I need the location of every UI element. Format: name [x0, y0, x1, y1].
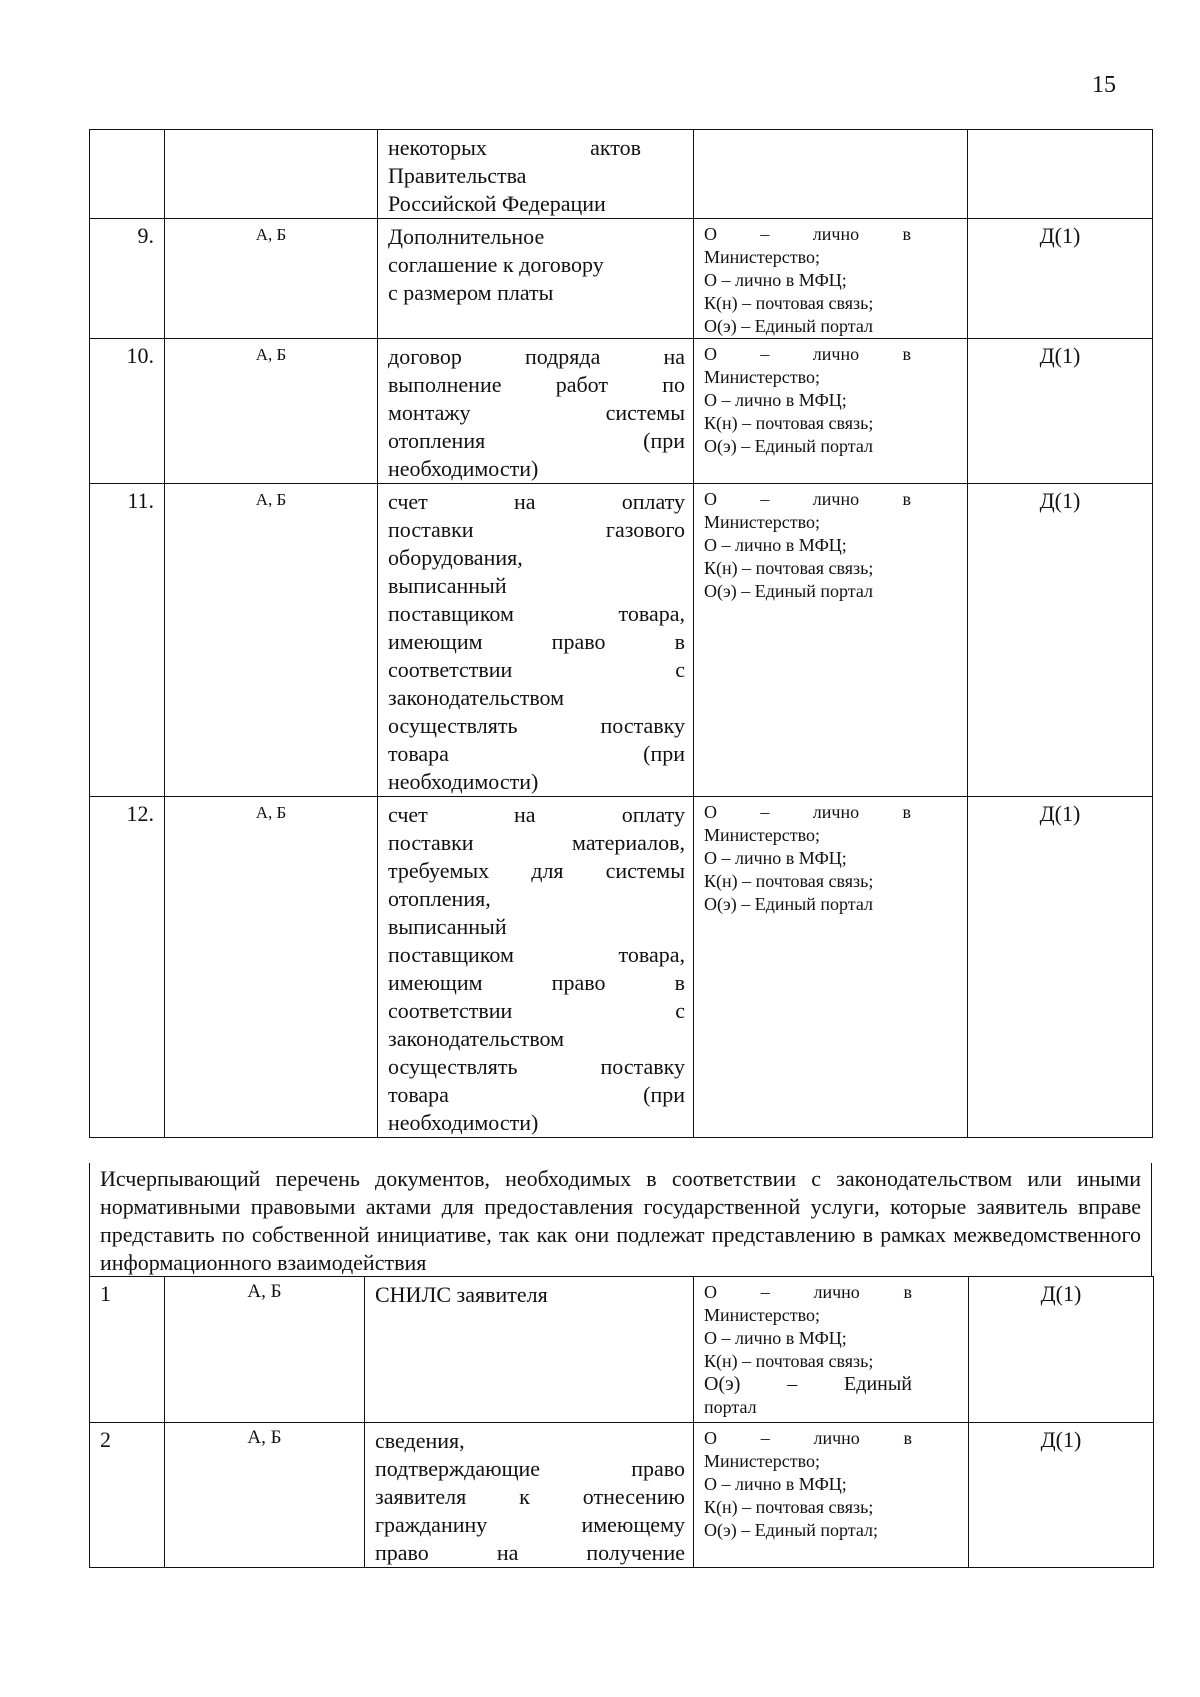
- text-line: выполнение работ по: [388, 372, 685, 397]
- text-line: О – лично в МФЦ;: [704, 1328, 847, 1348]
- text-line: О(э) – Единый портал: [704, 581, 873, 601]
- document-name-cell: [378, 339, 694, 484]
- text-line: О – лично в МФЦ;: [704, 848, 847, 868]
- text-line: портал: [704, 1397, 757, 1417]
- text-line: О – лично в МФЦ;: [704, 390, 847, 410]
- result-cell: Д(1): [969, 1277, 1154, 1423]
- text-line: законодательством: [388, 685, 565, 710]
- text-line: отопления (при: [388, 428, 685, 453]
- row-number-cell: 11.: [90, 484, 165, 797]
- text-line: требуемых для системы: [388, 858, 685, 883]
- text-line: К(н) – почтовая связь;: [704, 1351, 874, 1371]
- submission-method-cell: [694, 130, 968, 219]
- text-line: осуществлять поставку: [388, 713, 685, 738]
- text-line: имеющим право в: [388, 629, 685, 654]
- text-line: договор подряда на: [388, 344, 685, 369]
- text-line: заявителя к отнесению: [375, 1484, 685, 1509]
- text-line: сведения,: [375, 1428, 465, 1453]
- text-line: Министерство;: [704, 825, 820, 845]
- text-line: К(н) – почтовая связь;: [704, 413, 874, 433]
- text-line: соглашение к договору: [388, 252, 604, 277]
- page-number: 15: [1092, 72, 1116, 98]
- submission-method-cell: [694, 219, 968, 339]
- table-row: [90, 797, 1153, 1138]
- category-cell: А, Б: [165, 797, 378, 1138]
- documents-table-continued: [89, 129, 1153, 1138]
- category-cell: А, Б: [165, 1277, 365, 1423]
- row-number-cell: 10.: [90, 339, 165, 484]
- document-name-cell: [365, 1277, 694, 1423]
- text-line: гражданину имеющему: [375, 1512, 685, 1537]
- text-line: право на получение: [375, 1540, 685, 1565]
- table-row: [90, 484, 1153, 797]
- text-line: необходимости): [388, 456, 539, 481]
- text-line: СНИЛС заявителя: [375, 1282, 548, 1307]
- row-number-cell: 12.: [90, 797, 165, 1138]
- text-line: К(н) – почтовая связь;: [704, 558, 874, 578]
- text-line: О(э) – Единый портал: [704, 894, 873, 914]
- documents-table-interagency: [89, 1276, 1154, 1568]
- text-line: законодательством: [388, 1026, 565, 1051]
- document-name-cell: [378, 219, 694, 339]
- result-cell: Д(1): [968, 219, 1153, 339]
- table-row-continued: [90, 130, 1153, 219]
- table-row: [90, 1277, 1154, 1423]
- text-line: счет на оплату: [388, 489, 685, 514]
- text-line: товара (при: [388, 741, 685, 766]
- text-line: с размером платы: [388, 280, 554, 305]
- submission-method-cell: [694, 339, 968, 484]
- result-cell: Д(1): [969, 1423, 1154, 1568]
- text-line: поставки газового: [388, 517, 685, 542]
- category-cell: А, Б: [165, 339, 378, 484]
- document-name-cell: [378, 797, 694, 1138]
- text-line: К(н) – почтовая связь;: [704, 1497, 874, 1517]
- submission-method-cell: [694, 1423, 969, 1568]
- text-line: О – лично в: [704, 1282, 912, 1302]
- text-line: отопления,: [388, 886, 491, 911]
- text-line: Российской Федерации: [388, 191, 606, 216]
- text-line: К(н) – почтовая связь;: [704, 871, 874, 891]
- text-line: Дополнительное: [388, 224, 545, 249]
- text-line: соответствии с: [388, 998, 685, 1023]
- text-line: Министерство;: [704, 1451, 820, 1471]
- text-line: Министерство;: [704, 512, 820, 532]
- text-line: поставщиком товара,: [388, 942, 685, 967]
- category-cell: А, Б: [165, 484, 378, 797]
- text-line: соответствии с: [388, 657, 685, 682]
- text-line: поставщиком товара,: [388, 601, 685, 626]
- text-line: Министерство;: [704, 1305, 820, 1325]
- row-number-cell: 2: [90, 1423, 165, 1568]
- text-line: О – лично в: [704, 1428, 912, 1448]
- text-line: Министерство;: [704, 247, 820, 267]
- text-line: О – лично в МФЦ;: [704, 270, 847, 290]
- table-row: [90, 1423, 1154, 1568]
- text-line: оборудования,: [388, 545, 523, 570]
- row-number-cell: [90, 130, 165, 219]
- text-line: монтажу системы: [388, 400, 685, 425]
- row-number-cell: 1: [90, 1277, 165, 1423]
- text-line: Министерство;: [704, 367, 820, 387]
- text-line: подтверждающие право: [375, 1456, 685, 1481]
- submission-method-cell: [694, 1277, 969, 1423]
- document-name-cell: [378, 484, 694, 797]
- text-line: О(э) – Единый портал: [704, 316, 873, 336]
- text-line: имеющим право в: [388, 970, 685, 995]
- result-cell: Д(1): [968, 339, 1153, 484]
- document-name-cell: [378, 130, 694, 219]
- text-line: О(э) – Единый портал: [704, 436, 873, 456]
- text-line: счет на оплату: [388, 802, 685, 827]
- table-row: [90, 219, 1153, 339]
- text-line: выписанный: [388, 914, 507, 939]
- row-number-cell: 9.: [90, 219, 165, 339]
- document-name-cell: [365, 1423, 694, 1568]
- result-cell: [968, 130, 1153, 219]
- text-line: О – лично в МФЦ;: [704, 535, 847, 555]
- section-heading: Исчерпывающий перечень документов, необходимых в соответствии с законодательством или иными нормативными правовыми актами для предоставления государственной услуги, которые заявитель вправе представить по собственной инициативе, так как они подлежат представлению в рамках межведомственного информационного взаимодействия: [89, 1163, 1152, 1276]
- category-cell: А, Б: [165, 1423, 365, 1568]
- text-line: поставки материалов,: [388, 830, 685, 855]
- submission-method-cell: [694, 797, 968, 1138]
- text-line: необходимости): [388, 1110, 539, 1135]
- text-line: осуществлять поставку: [388, 1054, 685, 1079]
- text-line: О(э) – Единый: [704, 1373, 912, 1395]
- text-line: О(э) – Единый портал;: [704, 1520, 878, 1540]
- category-cell: А, Б: [165, 219, 378, 339]
- text-line: О – лично в: [704, 224, 911, 244]
- category-cell: [165, 130, 378, 219]
- text-line: выписанный: [388, 573, 507, 598]
- table-row: [90, 339, 1153, 484]
- result-cell: Д(1): [968, 484, 1153, 797]
- text-line: О – лично в МФЦ;: [704, 1474, 847, 1494]
- text-line: необходимости): [388, 769, 539, 794]
- text-line: К(н) – почтовая связь;: [704, 293, 874, 313]
- text-line: О – лично в: [704, 489, 911, 509]
- result-cell: Д(1): [968, 797, 1153, 1138]
- text-line: некоторых актов: [388, 135, 641, 160]
- submission-method-cell: [694, 484, 968, 797]
- text-line: товара (при: [388, 1082, 685, 1107]
- text-line: О – лично в: [704, 802, 911, 822]
- text-line: О – лично в: [704, 344, 911, 364]
- text-line: Правительства: [388, 163, 527, 188]
